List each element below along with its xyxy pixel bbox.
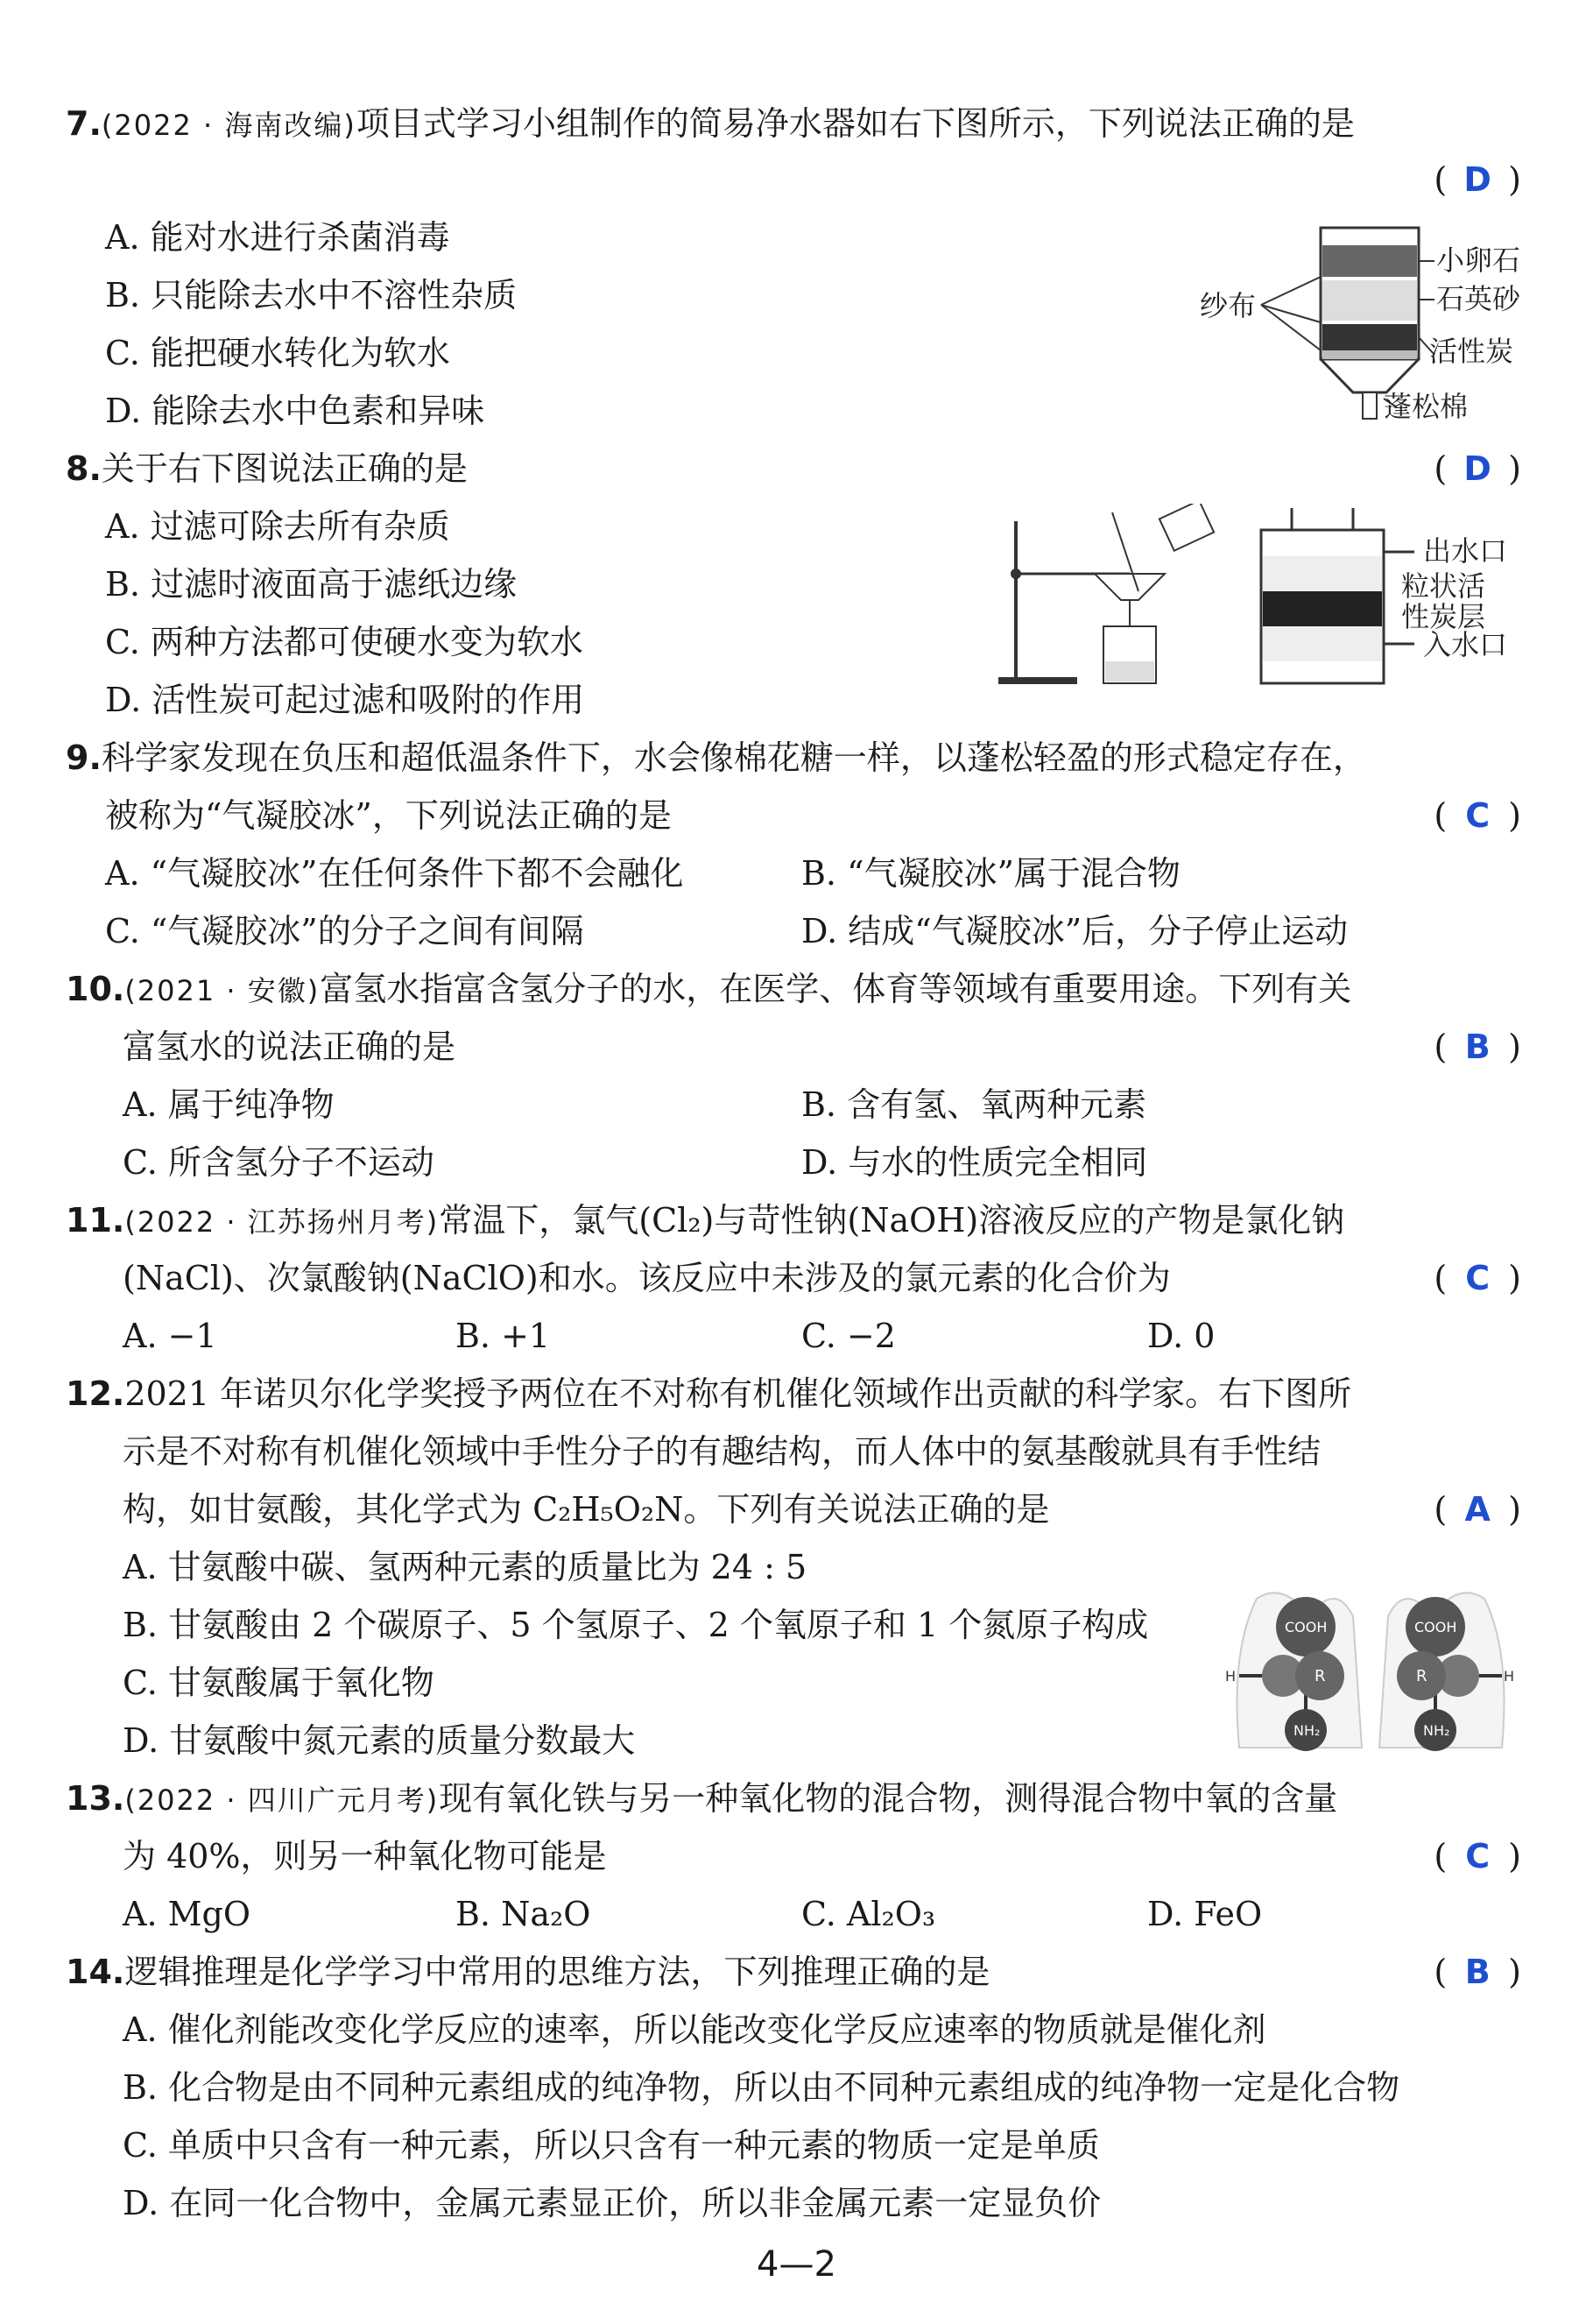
answer-letter: C	[1465, 1837, 1491, 1875]
label-pebble: 小卵石	[1436, 244, 1521, 277]
question-10-stem	[66, 960, 1351, 1020]
question-text-line2: 富氢水的说法正确的是	[123, 1028, 456, 1066]
question-number: 10.	[66, 970, 125, 1008]
filtration-apparatus-figure	[998, 504, 1252, 692]
water-purifier-figure	[1200, 219, 1524, 429]
option-c: C. Al₂O₃	[801, 1895, 936, 1933]
right-cooh-label: COOH	[1414, 1619, 1457, 1635]
option-a: A. 过滤可除去所有杂质	[105, 507, 450, 546]
option-a: A. “气凝胶冰”在任何条件下都不会融化	[105, 854, 684, 893]
question-text: 科学家发现在负压和超低温条件下，水会像棉花糖一样，以蓬松轻盈的形式稳定存在，	[101, 738, 1366, 777]
question-number: 13.	[66, 1779, 125, 1818]
right-r-label: R	[1416, 1667, 1427, 1685]
option-a: A. MgO	[123, 1895, 250, 1933]
answer-bracket: ( D )	[1434, 151, 1521, 208]
question-text-line2: 被称为“气凝胶冰”，下列说法正确的是	[105, 796, 672, 835]
option-a: A. −1	[123, 1317, 217, 1355]
label-water-outlet: 出水口	[1423, 534, 1508, 568]
option-b: B. “气凝胶冰”属于混合物	[801, 854, 1181, 893]
question-number: 12.	[66, 1374, 125, 1413]
option-c: C. “气凝胶冰”的分子之间有间隔	[105, 912, 584, 950]
question-text: 项目式学习小组制作的简易净水器如右下图所示，下列说法正确的是	[356, 104, 1355, 143]
label-quartz-sand: 石英砂	[1436, 282, 1521, 315]
option-d: D. 活性炭可起过滤和吸附的作用	[105, 681, 585, 719]
label-fluffy-cotton: 蓬松棉	[1384, 390, 1469, 423]
left-cooh-label: COOH	[1285, 1619, 1328, 1635]
question-number: 14.	[66, 1953, 125, 1991]
option-b: B. 只能除去水中不溶性杂质	[105, 276, 518, 314]
answer-letter: D	[1463, 160, 1491, 199]
option-c: C. 所含氢分子不运动	[123, 1143, 434, 1182]
option-a: A. 甘氨酸中碳、氢两种元素的质量比为 24 : 5	[123, 1548, 807, 1586]
question-text: 2021 年诺贝尔化学奖授予两位在不对称有机催化领域作出贡献的科学家。右下图所	[124, 1374, 1352, 1413]
answer-bracket: ( B )	[1434, 1018, 1521, 1076]
question-text: 逻辑推理是化学学习中常用的思维方法，下列推理正确的是	[124, 1953, 990, 1991]
answer-letter: D	[1463, 449, 1491, 488]
question-8-stem	[66, 440, 468, 498]
question-number: 7.	[66, 104, 102, 143]
question-9-stem	[66, 729, 1366, 787]
label-water-inlet: 入水口	[1423, 628, 1508, 661]
option-c: C. −2	[801, 1317, 896, 1355]
option-d: D. 与水的性质完全相同	[801, 1143, 1148, 1182]
question-text: 现有氧化铁与另一种氧化物的混合物，测得混合物中氧的含量	[439, 1779, 1338, 1818]
option-b: B. Na₂O	[455, 1895, 591, 1933]
answer-bracket: ( D )	[1434, 440, 1521, 498]
question-text-line2: (NaCl)、次氯酸钠(NaClO)和水。该反应中未涉及的氯元素的化合价为	[123, 1259, 1171, 1297]
option-d: D. 能除去水中色素和异味	[105, 392, 485, 430]
question-7-stem	[66, 95, 1355, 154]
left-h-label: H	[1225, 1668, 1237, 1685]
answer-bracket: ( C )	[1434, 787, 1521, 844]
left-nh2-label: NH₂	[1293, 1722, 1321, 1739]
answer-bracket: ( A )	[1434, 1480, 1521, 1538]
option-a: A. 属于纯净物	[123, 1085, 335, 1124]
question-11-stem	[66, 1191, 1344, 1251]
question-number: 9.	[66, 738, 102, 777]
question-13-stem	[66, 1769, 1337, 1829]
option-c: C. 甘氨酸属于氧化物	[123, 1664, 434, 1702]
question-text: 富氢水指富含氢分子的水，在医学、体育等领域有重要用途。下列有关	[320, 970, 1352, 1008]
label-granular-carbon-1: 粒状活	[1401, 569, 1486, 603]
question-number: 11.	[66, 1201, 125, 1240]
option-b: B. 过滤时液面高于滤纸边缘	[105, 565, 518, 604]
question-source: (2022 · 江苏扬州月考)	[124, 1205, 440, 1239]
option-b: B. 甘氨酸由 2 个碳原子、5 个氢原子、2 个氧原子和 1 个氮原子构成	[123, 1606, 1149, 1644]
label-gauze: 纱布	[1200, 289, 1257, 322]
option-c: C. 两种方法都可使硬水变为软水	[105, 623, 583, 661]
left-r-label: R	[1315, 1667, 1326, 1685]
option-d: D. 0	[1147, 1317, 1216, 1355]
option-d: D. 甘氨酸中氮元素的质量分数最大	[123, 1721, 636, 1760]
question-12-stem	[66, 1365, 1351, 1423]
question-number: 8.	[66, 449, 102, 488]
question-text: 关于右下图说法正确的是	[101, 449, 468, 488]
question-14-stem	[66, 1943, 990, 2001]
question-text: 常温下，氯气(Cl₂)与苛性钠(NaOH)溶液反应的产物是氯化钠	[439, 1201, 1345, 1240]
question-source: (2021 · 安徽)	[124, 974, 321, 1007]
question-text-line3: 构，如甘氨酸，其化学式为 C₂H₅O₂N。下列有关说法正确的是	[123, 1490, 1050, 1529]
answer-bracket: ( C )	[1434, 1249, 1521, 1307]
question-text-line2: 示是不对称有机催化领域中手性分子的有趣结构，而人体中的氨基酸就具有手性结	[123, 1432, 1322, 1471]
option-a: A. 催化剂能改变化学反应的速率，所以能改变化学反应速率的物质就是催化剂	[123, 2010, 1266, 2049]
answer-letter: C	[1465, 796, 1491, 835]
question-source: (2022 · 海南改编)	[101, 109, 356, 142]
option-b: B. 化合物是由不同种元素组成的纯净物，所以由不同种元素组成的纯净物一定是化合物	[123, 2068, 1400, 2107]
label-activated-carbon: 活性炭	[1429, 335, 1514, 368]
answer-letter: B	[1464, 1028, 1491, 1066]
right-nh2-label: NH₂	[1423, 1722, 1450, 1739]
question-source: (2022 · 四川广元月考)	[124, 1784, 440, 1817]
option-c: C. 能把硬水转化为软水	[105, 334, 450, 372]
question-text-line2: 为 40%，则另一种氧化物可能是	[123, 1837, 607, 1875]
answer-bracket: ( C )	[1434, 1827, 1521, 1885]
option-d: D. 结成“气凝胶冰”后，分子停止运动	[801, 912, 1349, 950]
answer-bracket: ( B )	[1434, 1943, 1521, 2001]
option-d: D. FeO	[1147, 1895, 1263, 1933]
option-c: C. 单质中只含有一种元素，所以只含有一种元素的物质一定是单质	[123, 2126, 1100, 2165]
label-granular-carbon-2: 性炭层	[1401, 600, 1486, 633]
option-b: B. 含有氢、氧两种元素	[801, 1085, 1147, 1124]
carbon-filter-column-figure	[1252, 504, 1533, 692]
answer-letter: A	[1464, 1490, 1491, 1529]
page-number: 4—2	[757, 2244, 836, 2285]
option-a: A. 能对水进行杀菌消毒	[105, 218, 450, 257]
option-d: D. 在同一化合物中，金属元素显正价，所以非金属元素一定显负价	[123, 2184, 1102, 2222]
answer-letter: B	[1464, 1953, 1491, 1991]
option-b: B. +1	[455, 1317, 551, 1355]
answer-letter: C	[1465, 1259, 1491, 1297]
chiral-molecule-figure	[1222, 1564, 1519, 1761]
right-h-label: H	[1504, 1668, 1515, 1685]
